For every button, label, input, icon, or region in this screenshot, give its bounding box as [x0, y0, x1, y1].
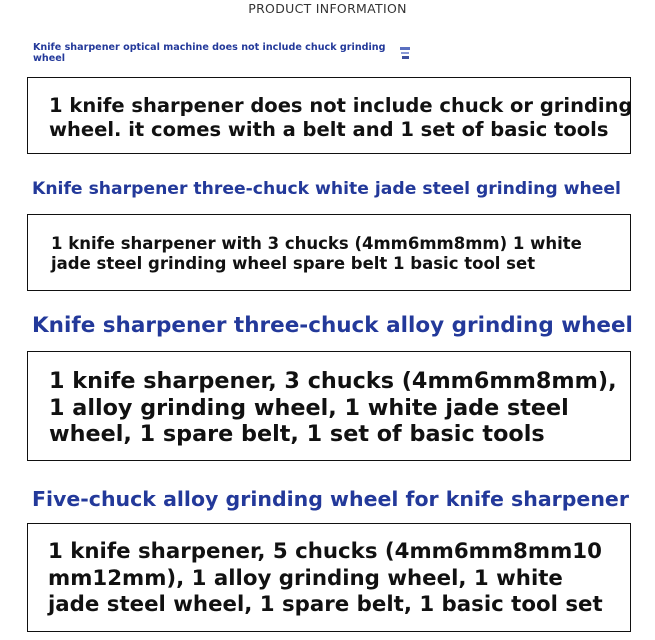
section-3-line-3: wheel, 1 spare belt, 1 set of basic tools: [49, 421, 545, 447]
section-4-line-3: jade steel wheel, 1 spare belt, 1 basic tool set: [48, 592, 603, 617]
product-thumbnail-icon: [398, 45, 412, 61]
section-1-description: [49, 94, 632, 141]
section-1-line-2: wheel. it comes with a belt and 1 set of basic tools: [49, 117, 609, 141]
section-1-line-1: 1 knife sharpener does not include chuck or grinding: [49, 94, 633, 117]
page-header: PRODUCT INFORMATION: [248, 1, 407, 16]
section-2-title: Knife sharpener three-chuck white jade steel grinding wheel: [32, 179, 621, 199]
section-4-title: Five-chuck alloy grinding wheel for knife sharpener: [32, 487, 629, 511]
section-3-description: [49, 368, 617, 448]
section-3-line-2: 1 alloy grinding wheel, 1 white jade steel: [49, 394, 569, 421]
section-4-description: [48, 539, 603, 619]
section-4-line-1: 1 knife sharpener, 5 chucks (4mm6mm8mm10: [48, 539, 602, 564]
section-1-title: Knife sharpener optical machine does not include chuck grinding wheel: [33, 42, 386, 64]
section-4-line-2: mm12mm), 1 alloy grinding wheel, 1 white: [48, 565, 563, 591]
section-2-line-2: jade steel grinding wheel spare belt 1 basic tool set: [51, 254, 536, 273]
section-2-description: [51, 234, 582, 274]
section-2-line-1: 1 knife sharpener with 3 chucks (4mm6mm8mm) 1 white: [51, 234, 582, 253]
section-3-title: Knife sharpener three-chuck alloy grinding wheel: [32, 313, 633, 338]
section-3-line-1: 1 knife sharpener, 3 chucks (4mm6mm8mm),: [49, 368, 617, 394]
